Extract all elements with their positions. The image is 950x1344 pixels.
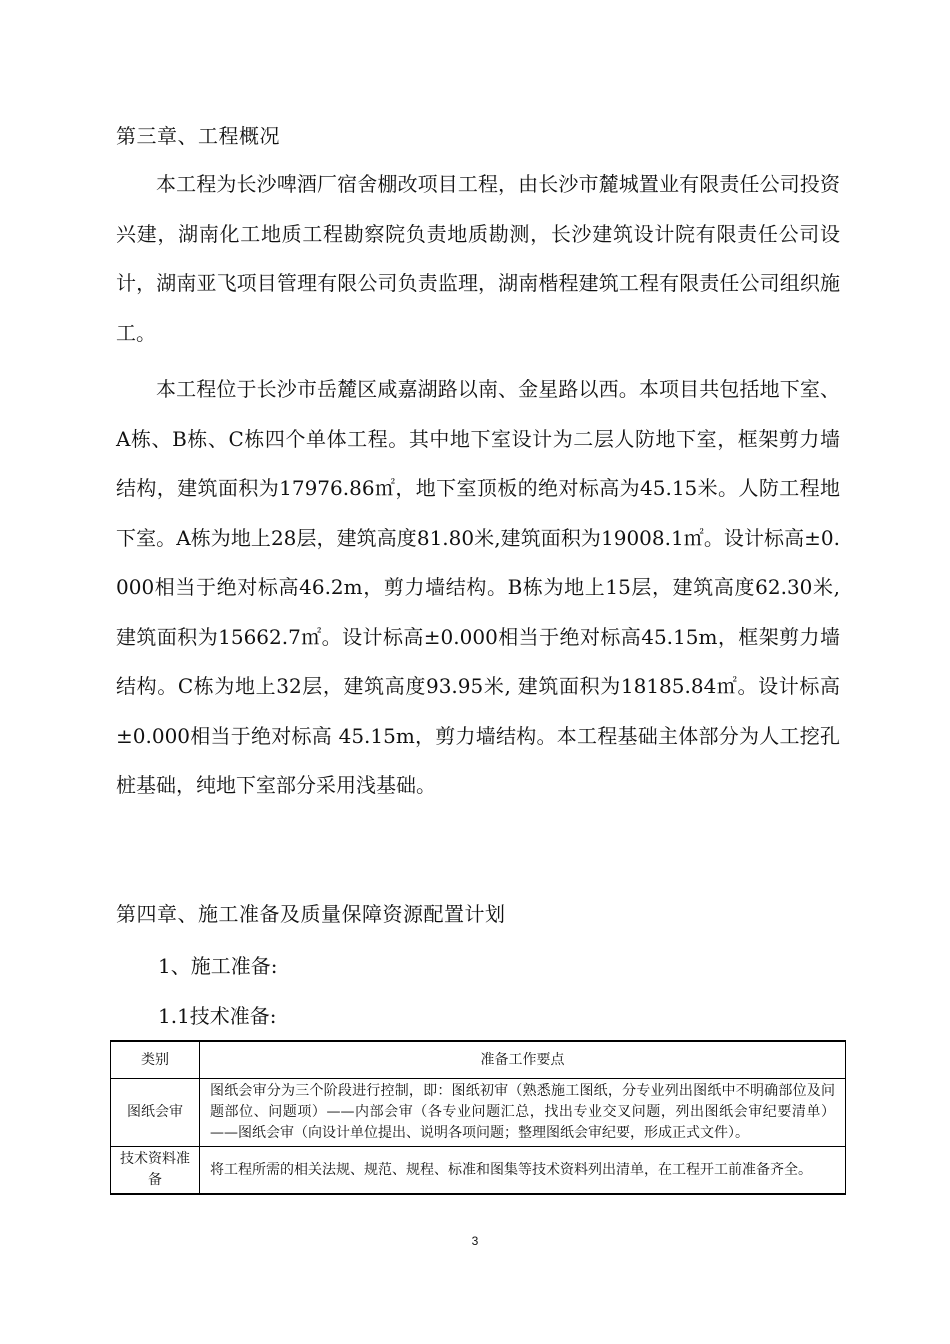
row-content: 图纸会审分为三个阶段进行控制，即：图纸初审（熟悉施工图纸，分专业列出图纸中不明确部位及问题部位、问题项）——内部会审（各专业问题汇总，找出专业交叉问题，列出图纸会审纪要清单）——图纸会审（向设计单位提出、说明各项问题；整理图纸会审纪要，形成正式文件）。 [200,1079,846,1147]
project-overview-paragraph: 本工程为长沙啤酒厂宿舍棚改项目工程，由长沙市麓城置业有限责任公司投资兴建，湖南化工地质工程勘察院负责地质勘测，长沙建筑设计院有限责任公司设计，湖南亚飞项目管理有限公司负责监理，湖南楷程建筑工程有限责任公司组织施工。 [116,172,840,345]
row-category: 图纸会审 [111,1079,200,1147]
column-header-category: 类别 [111,1041,200,1079]
table-header-row [111,1041,846,1079]
section-1-heading: 1、施工准备: [158,954,278,978]
technical-preparation-table [110,1040,846,1195]
chapter-3-title: 第三章、工程概况 [116,124,280,148]
page-number: 3 [471,1234,479,1248]
row-category: 技术资料准备 [111,1147,200,1195]
column-header-key-points: 准备工作要点 [200,1041,846,1079]
project-details-paragraph: 本工程位于长沙市岳麓区咸嘉湖路以南、金星路以西。本项目共包括地下室、A栋、B栋、C栋四个单体工程。其中地下室设计为二层人防地下室，框架剪力墙结构，建筑面积为17976.86㎡，地下室顶板的绝对标高为45.15米。人防工程地下室。A栋为地上28层，建筑高度81.80米,建筑面积为19008.1㎡。设计标高±0.000相当于绝对标高46.2m，剪力墙结构。B栋为地上15层，建筑高度62.30米, 建筑面积为15662.7㎡。设计标高±0.000相当于绝对标高45.15m，框架剪力墙结构。C栋为地上32层，建筑高度93.95米, 建筑面积为18185.84㎡。设计标高±0.000相当于绝对标高 45.15m，剪力墙结构。本工程基础主体部分为人工挖孔桩基础，纯地下室部分采用浅基础。 [116,377,840,797]
chapter-4-title: 第四章、施工准备及质量保障资源配置计划 [116,902,506,926]
table-row [111,1079,846,1147]
table-row [111,1147,846,1195]
section-1-1-heading: 1.1技术准备: [158,1004,277,1028]
row-content: 将工程所需的相关法规、规范、规程、标准和图集等技术资料列出清单，在工程开工前准备齐全。 [200,1147,846,1195]
